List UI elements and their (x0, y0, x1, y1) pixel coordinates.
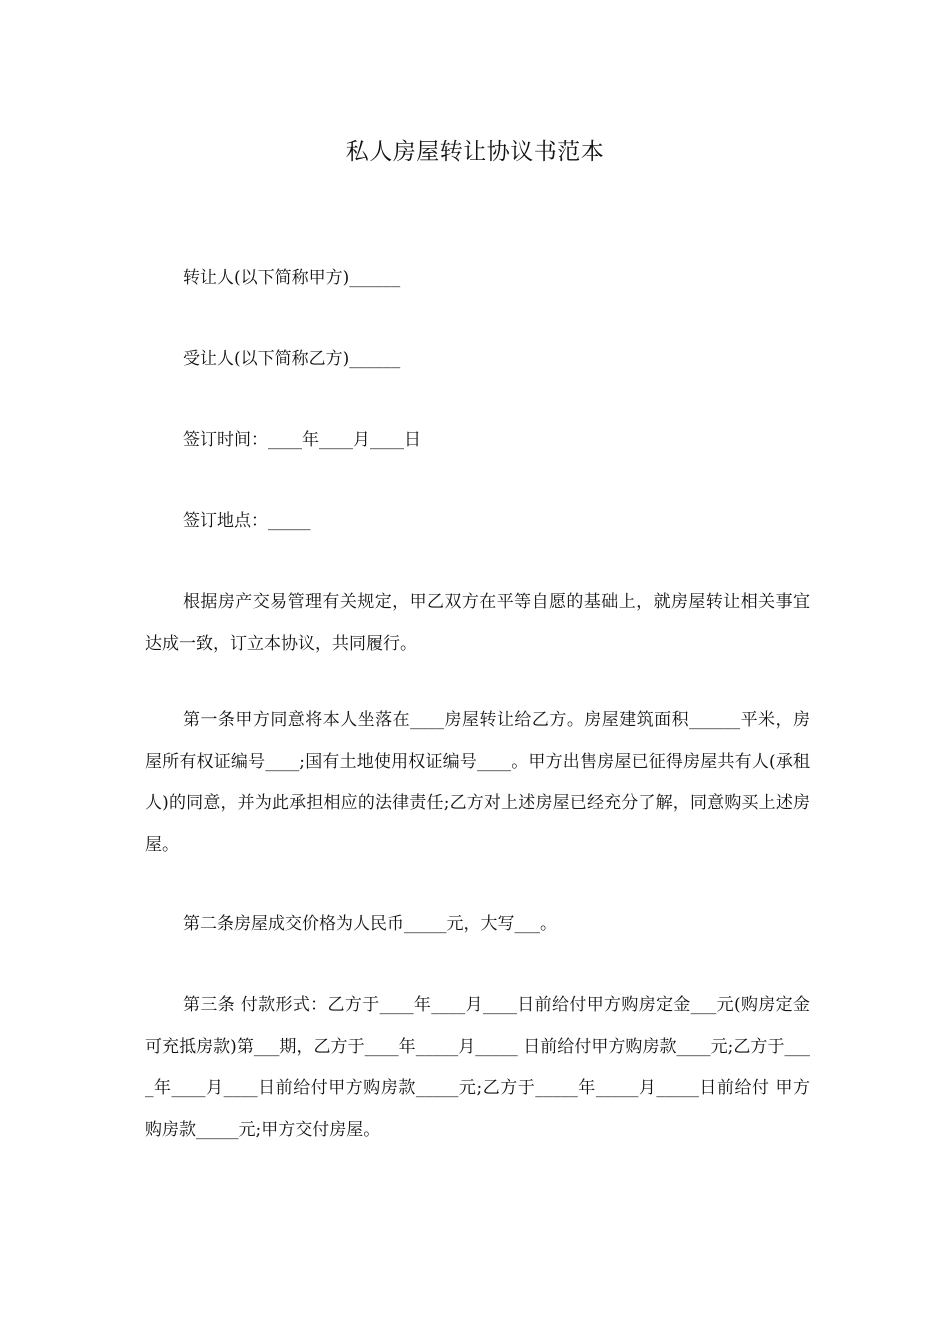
transferor-line: 转让人(以下简称甲方)______ (183, 268, 401, 288)
document-title: 私人房屋转让协议书范本 (345, 139, 605, 165)
preamble-paragraph: 根据房产交易管理有关规定，甲乙双方在平等自愿的基础上，就房屋转让相关事宜达成一致，订立本协议，共同履行。 (145, 592, 810, 654)
article-1-paragraph: 第一条甲方同意将本人坐落在____房屋转让给乙方。房屋建筑面积______平米，房屋所有权证编号____;国有土地使用权证编号____。甲方出售房屋已征得房屋共有人(承租人)的同意，并为此承担相应的法律责任;乙方对上述房屋已经充分了解，同意购买上述房屋。 (145, 710, 810, 855)
article-3-paragraph: 第三条 付款形式：乙方于____年____月____日前给付甲方购房定金___元(购房定金可充抵房款)第___期，乙方于____年_____月_____ 日前给付甲方购房款____元;乙方于____年____月____日前给付甲方购房款_____元;乙方于_____年_____月_____日前给付 甲方购房款_____元;甲方交付房屋。 (145, 995, 810, 1140)
signing-place-line: 签订地点：_____ (183, 511, 311, 531)
article-2-paragraph: 第二条房屋成交价格为人民币_____元，大写___。 (183, 914, 557, 934)
transferee-line: 受让人(以下简称乙方)______ (183, 349, 401, 369)
signing-date-line: 签订时间：____年____月____日 (183, 430, 421, 450)
